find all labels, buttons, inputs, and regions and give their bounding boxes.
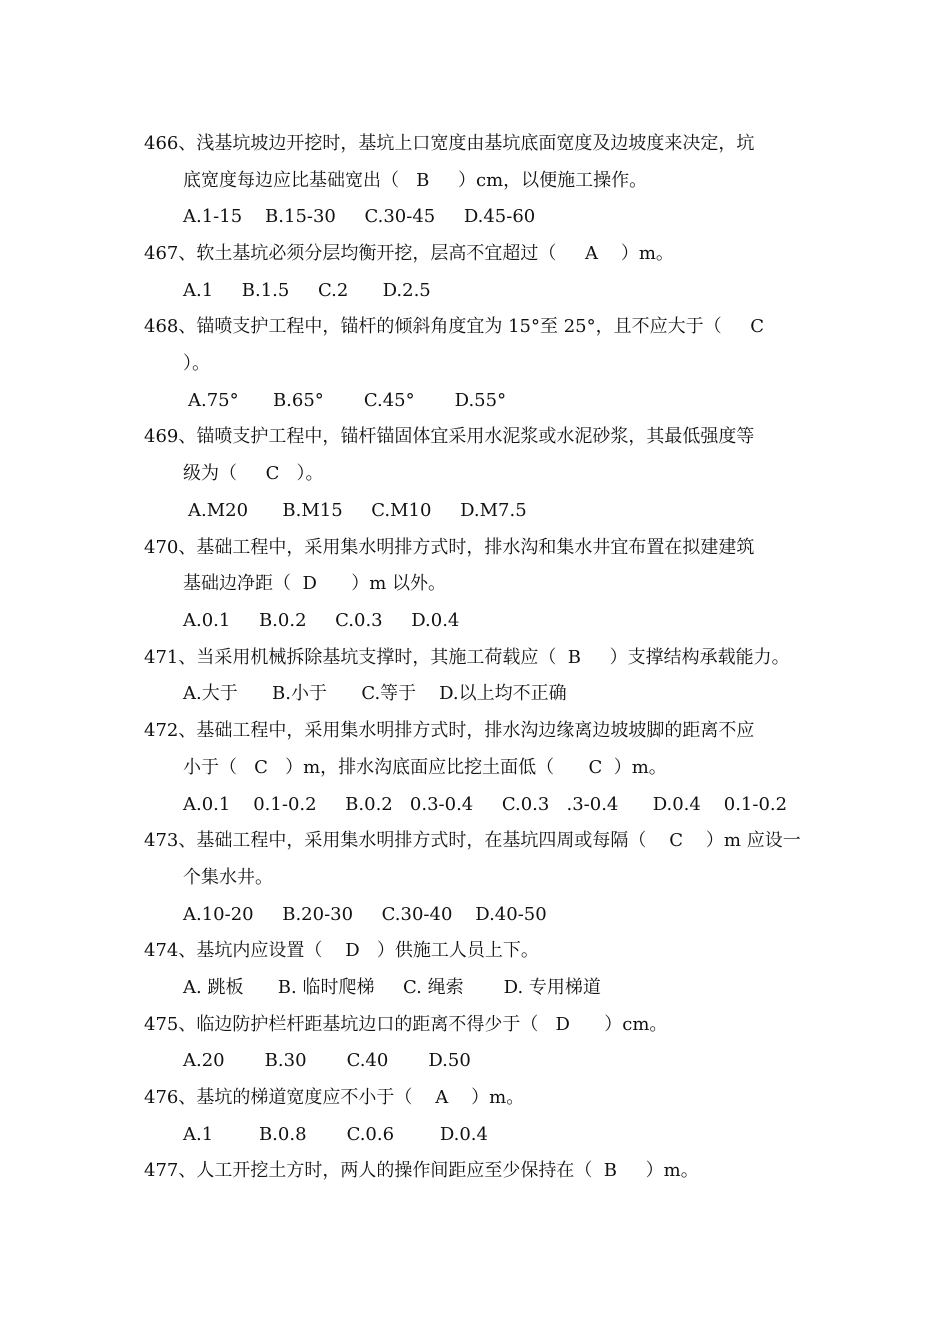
question-472-options: A.0.1 0.1-0.2 B.0.2 0.3-0.4 C.0.3 .3-0.4 D.0.4 0.1-0.2 <box>183 794 788 815</box>
question-473-text-line-2: 个集水井。 <box>183 867 273 888</box>
question-473-text-line-1: 473、基础工程中，采用集水明排方式时，在基坑四周或每隔（ C ）m 应设一 <box>144 830 801 851</box>
question-470-text-line-1: 470、基础工程中，采用集水明排方式时，排水沟和集水井宜布置在拟建建筑 <box>144 537 755 558</box>
question-468-options: A.75° B.65° C.45° D.55° <box>188 390 507 411</box>
question-476-options: A.1 B.0.8 C.0.6 D.0.4 <box>183 1124 488 1145</box>
question-476-text-line-1: 476、基坑的梯道宽度应不小于（ A ）m。 <box>144 1087 525 1108</box>
question-466-text-line-2: 底宽度每边应比基础宽出（ B ）cm，以便施工操作。 <box>183 170 648 191</box>
question-467-options: A.1 B.1.5 C.2 D.2.5 <box>183 280 431 301</box>
question-471-options: A.大于 B.小于 C.等于 D.以上均不正确 <box>183 683 567 704</box>
question-472-text-line-1: 472、基础工程中，采用集水明排方式时，排水沟边缘离边坡坡脚的距离不应 <box>144 720 755 741</box>
question-474-options: A. 跳板 B. 临时爬梯 C. 绳索 D. 专用梯道 <box>183 977 601 998</box>
question-466-options: A.1-15 B.15-30 C.30-45 D.45-60 <box>183 206 536 227</box>
question-471-text-line-1: 471、当采用机械拆除基坑支撑时，其施工荷载应（ B ）支撑结构承载能力。 <box>144 647 790 668</box>
question-469-options: A.M20 B.M15 C.M10 D.M7.5 <box>188 500 527 521</box>
question-472-text-line-2: 小于（ C ）m，排水沟底面应比挖土面低（ C ）m。 <box>183 757 667 778</box>
question-477-text-line-1: 477、人工开挖土方时，两人的操作间距应至少保持在（ B ）m。 <box>144 1160 699 1181</box>
question-467-text-line-1: 467、软土基坑必须分层均衡开挖，层高不宜超过（ A ）m。 <box>144 243 674 264</box>
question-468-text-line-2: ）。 <box>183 353 210 374</box>
question-469-text-line-2: 级为（ C ）。 <box>183 463 324 484</box>
question-473-options: A.10-20 B.20-30 C.30-40 D.40-50 <box>183 904 547 925</box>
question-475-text-line-1: 475、临边防护栏杆距基坑边口的距离不得少于（ D ）cm。 <box>144 1014 668 1035</box>
question-466-text-line-1: 466、浅基坑坡边开挖时，基坑上口宽度由基坑底面宽度及边坡度来决定，坑 <box>144 133 755 154</box>
question-469-text-line-1: 469、锚喷支护工程中，锚杆锚固体宜采用水泥浆或水泥砂浆，其最低强度等 <box>144 426 755 447</box>
question-474-text-line-1: 474、基坑内应设置（ D ）供施工人员上下。 <box>144 940 539 961</box>
question-470-options: A.0.1 B.0.2 C.0.3 D.0.4 <box>183 610 460 631</box>
question-470-text-line-2: 基础边净距（ D ）m 以外。 <box>183 573 446 594</box>
question-468-text-line-1: 468、锚喷支护工程中，锚杆的倾斜角度宜为 15°至 25°，且不应大于（ C <box>144 316 764 337</box>
question-475-options: A.20 B.30 C.40 D.50 <box>183 1050 471 1071</box>
